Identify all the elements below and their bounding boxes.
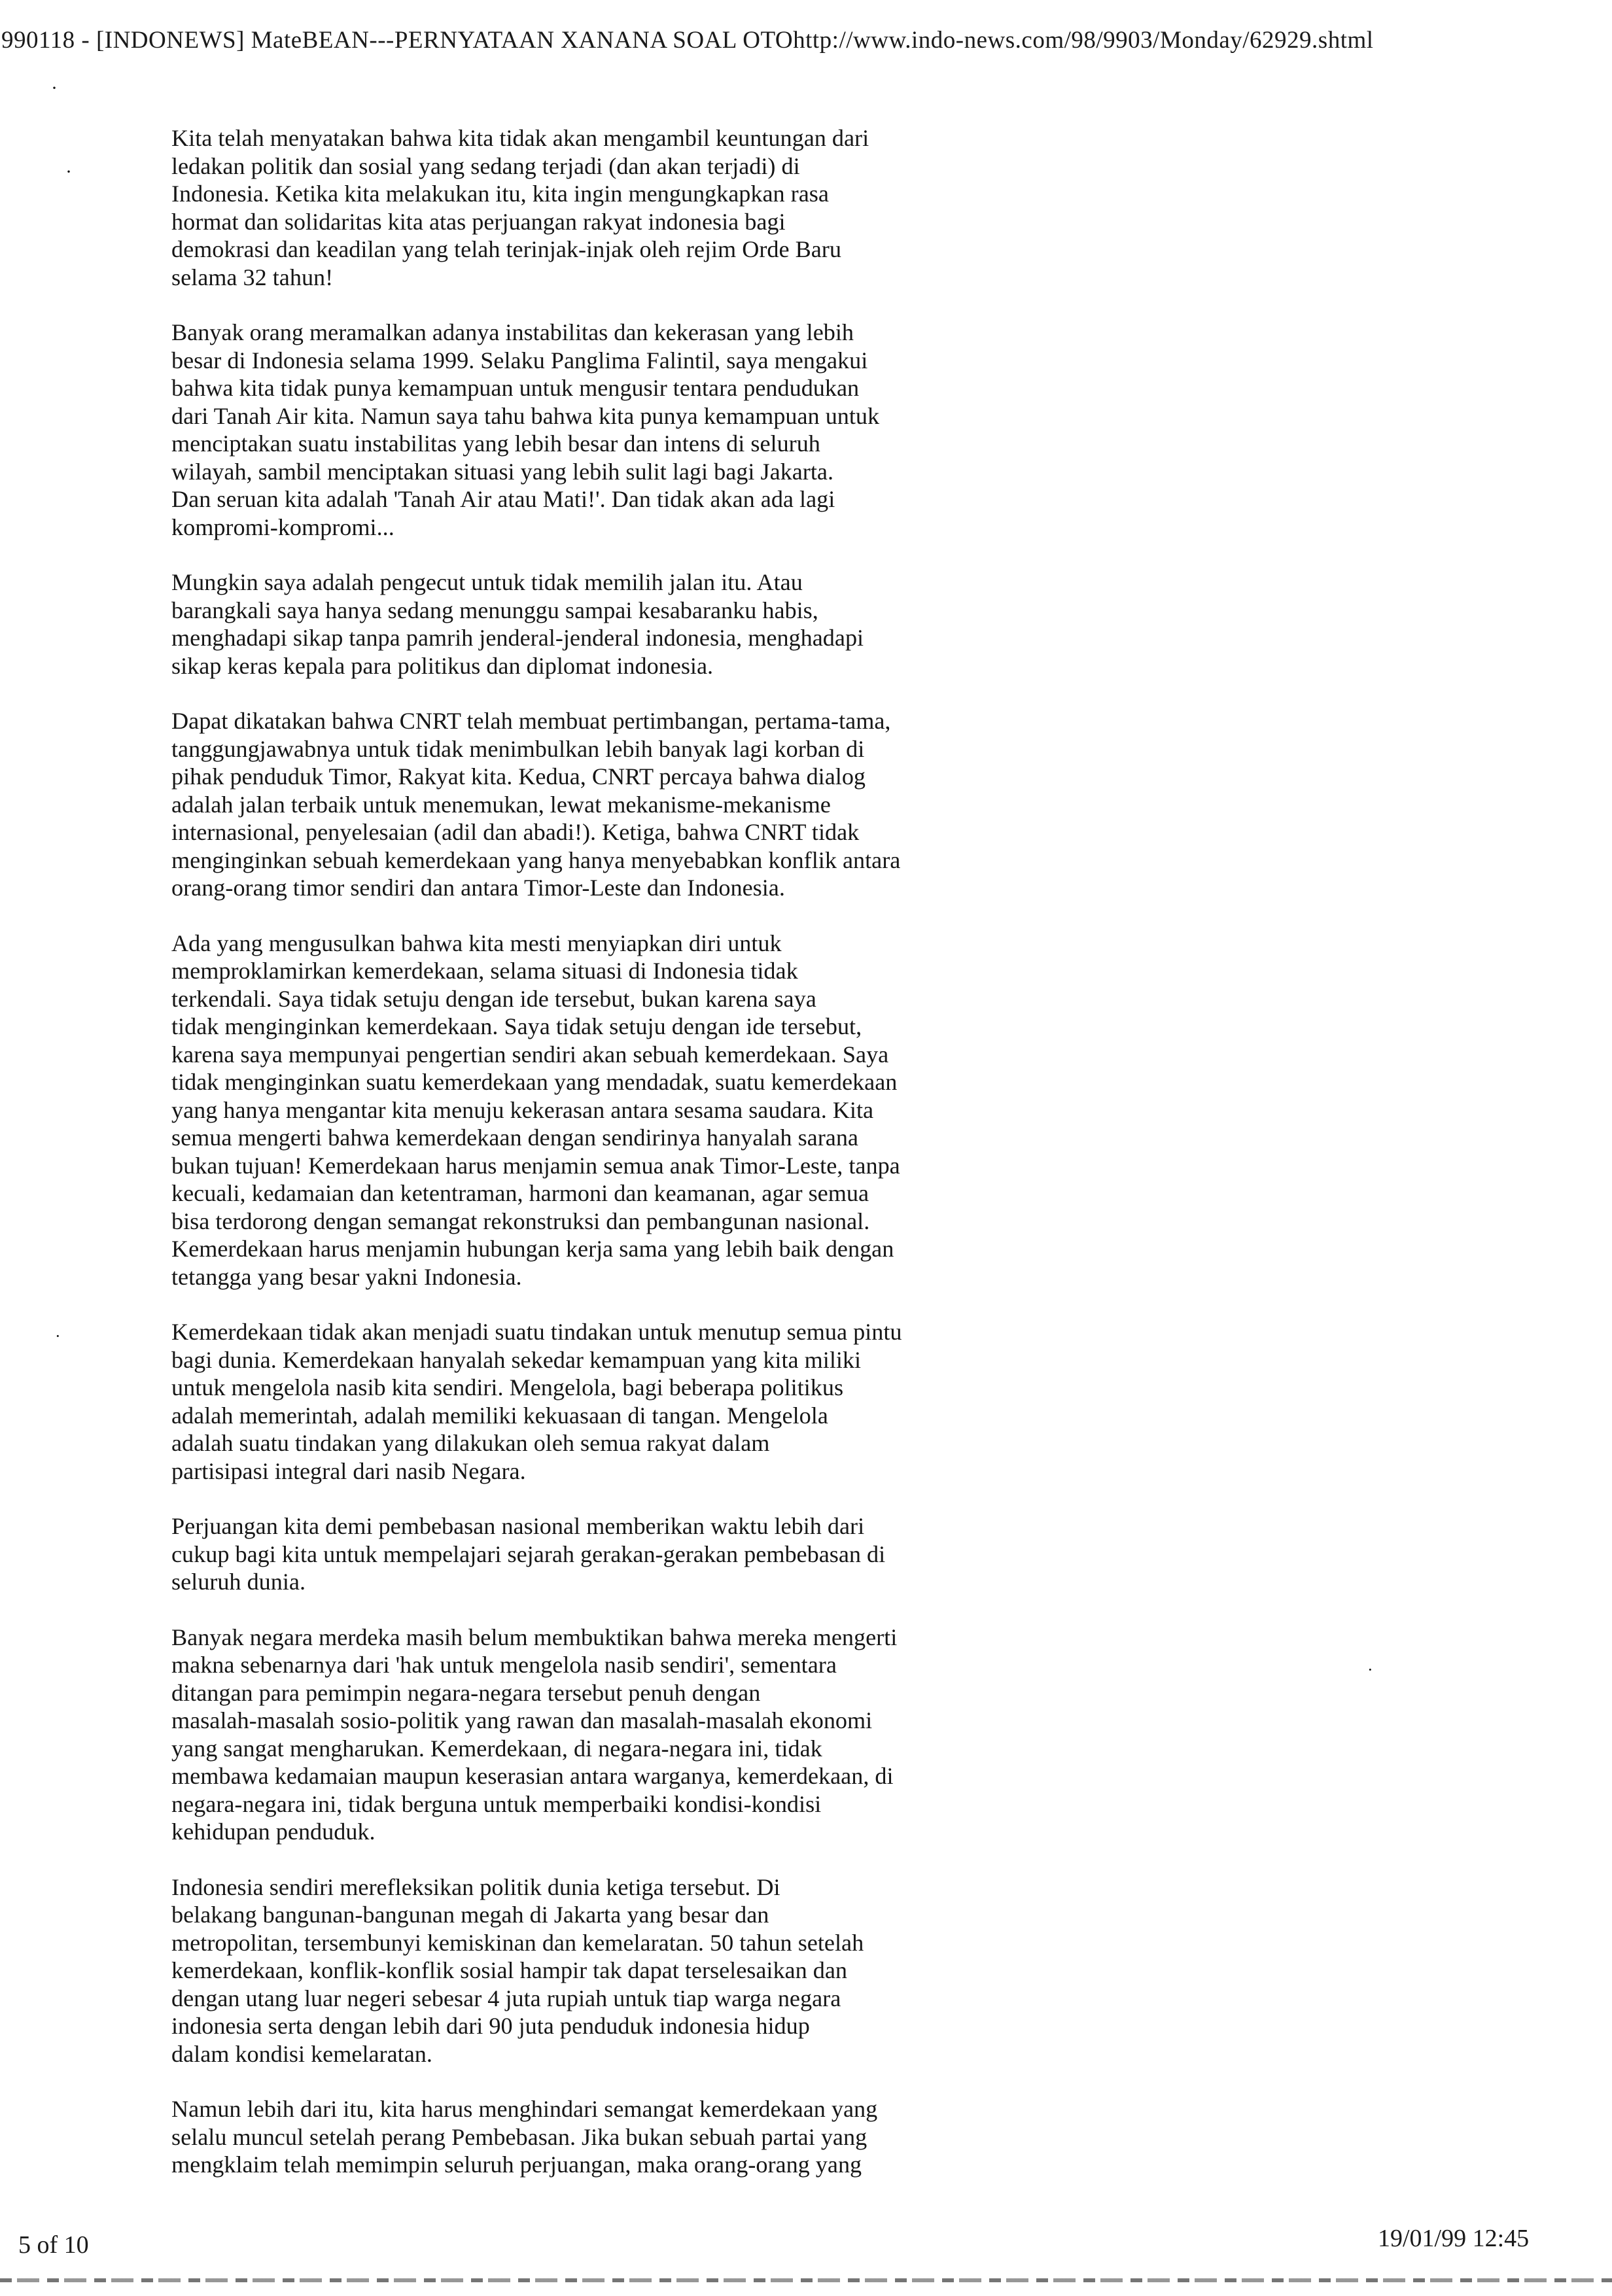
scan-speck: · — [65, 161, 72, 183]
scan-speck: · — [55, 1327, 61, 1346]
paragraph: Kemerdekaan tidak akan menjadi suatu tindakan untuk menutup semua pintu bagi dunia. Kemerdekaan hanyalah sekedar kemampuan yang kita miliki untuk mengelola nasib kita sendiri. Mengelola, bagi beberapa politikus adalah memerintah, adalah memiliki kekuasaan di tangan. Mengelola adalah suatu tindakan yang dilakukan oleh semua rakyat dalam partisipasi integral dari nasib Negara. — [171, 1319, 902, 1484]
paragraph: Banyak orang meramalkan adanya instabilitas dan kekerasan yang lebih besar di Indonesia selama 1999. Selaku Panglima Falintil, saya mengakui bahwa kita tidak punya kemampuan untuk mengusir tentara pendudukan dari Tanah Air kita. Namun saya tahu bahwa kita punya kemampuan untuk menciptakan suatu instabilitas yang lebih besar dan intens di seluruh wilayah, sambil menciptakan situasi yang lebih sulit lagi bagi Jakarta. Dan seruan kita adalah 'Tanah Air atau Mati!'. Dan tidak akan ada lagi kompromi-kompromi... — [171, 319, 880, 540]
article-body — [171, 124, 1100, 2206]
paragraph: Perjuangan kita demi pembebasan nasional memberikan waktu lebih dari cukup bagi kita untuk mempelajari sejarah gerakan-gerakan pembebasan di seluruh dunia. — [171, 1513, 886, 1595]
page-header-title: 990118 - [INDONEWS] MateBEAN---PERNYATAAN XANANA SOAL OTOhttp://www.indo-news.com/98/9903/Monday/62929.shtml — [1, 27, 1374, 54]
paragraph: Banyak negara merdeka masih belum membuktikan bahwa mereka mengerti makna sebenarnya dari 'hak untuk mengelola nasib sendiri', sementara ditangan para pemimpin negara-negara tersebut penuh dengan masalah-masalah sosio-politik yang rawan dan masalah-masalah ekonomi yang sangat mengharukan. Kemerdekaan, di negara-negara ini, tidak membawa kedamaian maupun keserasian antara warganya, kemerdekaan, di negara-negara ini, tidak berguna untuk memperbaiki kondisi-kondisi kehidupan penduduk. — [171, 1624, 898, 1845]
scan-speck: · — [1367, 1660, 1373, 1679]
print-timestamp: 19/01/99 12:45 — [1378, 2225, 1530, 2252]
paragraph: Dapat dikatakan bahwa CNRT telah membuat pertimbangan, pertama-tama, tanggungjawabnya untuk tidak menimbulkan lebih banyak lagi korban di pihak penduduk Timor, Rakyat kita. Kedua, CNRT percaya bahwa dialog adalah jalan terbaik untuk menemukan, lewat mekanisme-mekanisme internasional, penyelesaian (adil dan abadi!). Ketiga, bahwa CNRT tidak menginginkan sebuah kemerdekaan yang hanya menyebabkan konflik antara orang-orang timor sendiri dan antara Timor-Leste dan Indonesia. — [171, 708, 901, 901]
page-number: 5 of 10 — [18, 2231, 89, 2259]
paragraph: Kita telah menyatakan bahwa kita tidak akan mengambil keuntungan dari ledakan politik dan sosial yang sedang terjadi (dan akan terjadi) di Indonesia. Ketika kita melakukan itu, kita ingin mengungkapkan rasa hormat dan solidaritas kita atas perjuangan rakyat indonesia bagi demokrasi dan keadilan yang telah terinjak-injak oleh rejim Orde Baru selama 32 tahun! — [171, 125, 869, 290]
paragraph: Namun lebih dari itu, kita harus menghindari semangat kemerdekaan yang selalu muncul setelah perang Pembebasan. Jika bukan sebuah partai yang mengklaim telah memimpin seluruh perjuangan, maka orang-orang yang — [171, 2096, 878, 2178]
paragraph: Ada yang mengusulkan bahwa kita mesti menyiapkan diri untuk memproklamirkan kemerdekaan, selama situasi di Indonesia tidak terkendali. Saya tidak setuju dengan ide tersebut, bukan karena saya tidak menginginkan kemerdekaan. Saya tidak setuju dengan ide tersebut, karena saya mempunyai pengertian sendiri akan sebuah kemerdekaan. Saya tidak menginginkan suatu kemerdekaan yang mendadak, suatu kemerdekaan yang hanya mengantar kita menuju kekerasan antara sesama saudara. Kita semua mengerti bahwa kemerdekaan dengan sendirinya hanyalah sarana bukan tujuan! Kemerdekaan harus menjamin semua anak Timor-Leste, tanpa kecuali, kedamaian dan ketentraman, harmoni dan keamanan, agar semua bisa terdorong dengan semangat rekonstruksi dan pembangunan nasional. Kemerdekaan harus menjamin hubungan kerja sama yang lebih baik dengan tetangga yang besar yakni Indonesia. — [171, 930, 900, 1290]
scan-speck: · — [51, 77, 58, 99]
paragraph: Mungkin saya adalah pengecut untuk tidak memilih jalan itu. Atau barangkali saya hanya sedang menunggu sampai kesabaranku habis, menghadapi sikap tanpa pamrih jenderal-jenderal indonesia, menghadapi sikap keras kepala para politikus dan diplomat indonesia. — [171, 569, 864, 679]
paragraph: Indonesia sendiri merefleksikan politik dunia ketiga tersebut. Di belakang bangunan-bangunan megah di Jakarta yang besar dan metropolitan, tersembunyi kemiskinan dan kemelaratan. 50 tahun setelah kemerdekaan, konflik-konflik sosial hampir tak dapat terselesaikan dan dengan utang luar negeri sebesar 4 juta rupiah untuk tiap warga negara indonesia serta dengan lebih dari 90 juta penduduk indonesia hidup dalam kondisi kemelaratan. — [171, 1873, 864, 2067]
scan-edge-line — [0, 2278, 1612, 2282]
